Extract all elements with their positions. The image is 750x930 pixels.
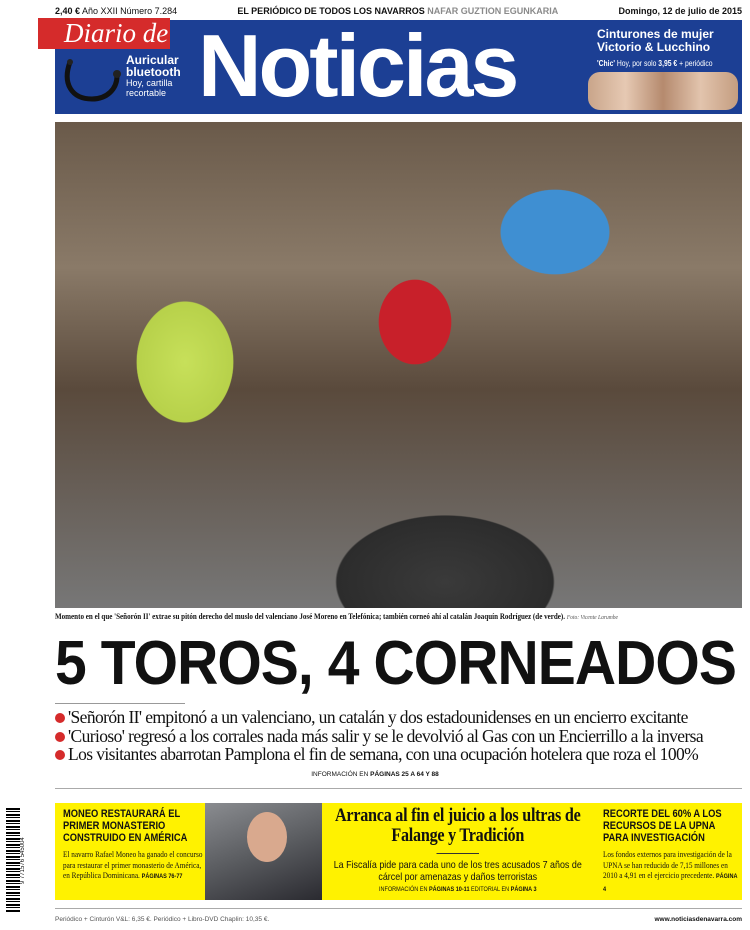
moneo-face bbox=[247, 812, 287, 862]
lead-photo[interactable] bbox=[55, 122, 742, 608]
masthead-title: Noticias bbox=[198, 16, 517, 115]
bullet-text: 'Señorón II' empitonó a un valenciano, un catalán y dos estadounidenses en un encierro excitante bbox=[68, 707, 688, 727]
info-prefix: INFORMACIÓN EN bbox=[311, 771, 371, 778]
promo-sub bbox=[597, 57, 718, 70]
bullet-item bbox=[55, 745, 703, 764]
story-headline: Arranca al fin el juicio a los ultras de Falange y Tradición bbox=[335, 805, 581, 846]
story-headline: MONEO RESTAURARÁ EL PRIMER MONASTERIO CONSTRUIDO EN AMÉRICA bbox=[63, 808, 188, 844]
story-text: El navarro Rafael Moneo ha ganado el concurso para restaurar el primer monasterio de América, en República Dominicana. bbox=[63, 849, 203, 880]
info-pages-ref: PÁGINAS 25 A 64 Y 88 bbox=[370, 771, 439, 778]
promo-sub-text: Hoy, por solo bbox=[614, 59, 659, 68]
info-text: INFORMACIÓN EN bbox=[378, 886, 429, 893]
promo-price: 3,95 € bbox=[658, 59, 678, 68]
bullet-icon bbox=[55, 713, 65, 723]
bullet-text: Los visitantes abarrotan Pamplona el fin de semana, con una ocupación hotelera que roza el 100% bbox=[68, 744, 699, 764]
bullet-text: 'Curioso' regresó a los corrales nada más salir y se le devolvió al Gas con un Encierrillo a la inversa bbox=[68, 725, 704, 746]
divider bbox=[55, 788, 742, 789]
barcode-number: 9 771576 545004 bbox=[20, 808, 26, 913]
story-falange[interactable] bbox=[326, 806, 590, 893]
subheadlines bbox=[55, 708, 703, 764]
promo-sub: recortable bbox=[126, 88, 167, 98]
story-moneo[interactable] bbox=[63, 808, 203, 883]
promo-title: bluetooth bbox=[126, 65, 181, 79]
bullet-icon bbox=[55, 732, 65, 742]
barcode bbox=[6, 808, 26, 913]
promo-title: Cinturones de mujer bbox=[597, 27, 714, 41]
promo-sub: Hoy, cartilla bbox=[126, 78, 173, 88]
story-text: Los fondos externos para investigación de la UPNA se han reducido de 7,15 millones en 2010 a 4,91 en el ejercicio precedente. bbox=[603, 849, 732, 880]
bullet-item bbox=[55, 708, 703, 727]
story-pages: PÁGINA 4 bbox=[603, 873, 738, 893]
masthead-prefix: Diario de bbox=[38, 18, 170, 49]
bullet-item bbox=[55, 727, 703, 746]
divider bbox=[55, 908, 742, 909]
headphones-icon bbox=[62, 54, 122, 104]
divider bbox=[55, 703, 185, 704]
date: Domingo, 12 de julio de 2015 bbox=[618, 5, 742, 16]
story-headline: RECORTE DEL 60% A LOS RECURSOS DE LA UPNA PARA INVESTIGACIÓN bbox=[603, 808, 722, 844]
story-upna[interactable] bbox=[603, 808, 739, 895]
belt-image bbox=[588, 72, 738, 110]
main-headline[interactable]: 5 TOROS, 4 CORNEADOS bbox=[55, 629, 737, 698]
issue-number: Año XXII Número 7.284 bbox=[82, 5, 178, 16]
story-pages: PÁGINA 3 bbox=[510, 886, 537, 893]
photo-caption bbox=[55, 612, 744, 621]
story-pages: PÁGINAS 10-11 bbox=[428, 886, 470, 893]
story-body bbox=[63, 849, 203, 883]
footer-prices: Periódico + Cinturón V&L: 6,35 €. Periódico + Libro-DVD Chaplin: 10,35 €. bbox=[55, 916, 270, 923]
slogan-basque: NAFAR GUZTION EGUNKARIA bbox=[427, 5, 559, 16]
promo-belts[interactable] bbox=[597, 28, 739, 70]
bullet-icon bbox=[55, 750, 65, 760]
promo-tail: + periódico bbox=[677, 59, 713, 68]
slogan: EL PERIÓDICO DE TODOS LOS NAVARROS bbox=[237, 5, 425, 16]
story-pages: PÁGINAS 76-77 bbox=[141, 873, 183, 880]
promo-headphones[interactable] bbox=[126, 54, 192, 98]
info-text: EDITORIAL EN bbox=[469, 886, 511, 893]
photo-credit: Foto: Vicente Larumbe bbox=[566, 614, 618, 621]
footer-url[interactable]: www.noticiasdenavarra.com bbox=[654, 916, 742, 923]
divider bbox=[437, 853, 480, 854]
info-pages bbox=[0, 771, 750, 778]
price: 2,40 € bbox=[55, 5, 81, 16]
promo-chic: 'Chic' bbox=[597, 59, 615, 68]
promo-title: Auricular bbox=[126, 53, 179, 67]
story-body bbox=[603, 849, 739, 895]
story-info bbox=[326, 886, 590, 893]
caption-text: Momento en el que 'Señorón II' extrae su pitón derecho del muslo del valenciano José Moreno en Telefónica; también corneó ahí al catalán Joaquín Rodríguez (de verde). bbox=[55, 612, 566, 621]
story-body: La Fiscalía pide para cada uno de los tres acusados 7 años de cárcel por amenazas y daños terroristas bbox=[333, 859, 582, 883]
promo-title: Victorio & Lucchino bbox=[597, 40, 711, 54]
